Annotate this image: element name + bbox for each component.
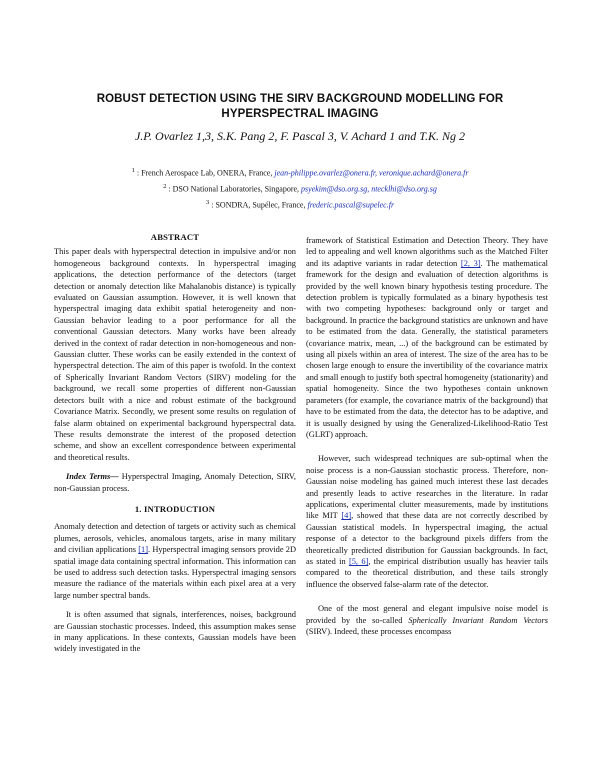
citation-2-3[interactable]: [2, 3] (460, 258, 481, 268)
intro-paragraph-1 (54, 521, 296, 601)
citation-1[interactable]: [1] (138, 545, 149, 555)
left-column (54, 232, 296, 655)
right-p2-text-a: However, such widespread techniques are sub-optimal when the noise process is a non-Gaussian stochastic process. Therefore, non-Gaussian noise modeling has gained much interest these last decades and presently leads to active researches in the literature. In radar applications, experimental clutter measurements, made by institutions like MIT (306, 454, 548, 521)
right-p1-text-b: . The mathematical framework for the design and evaluation of detection algorithms is provided by the well known binary hypothesis testing procedure. The detection problem is typically formulated as a binary hypothesis test with two competing hypotheses: background only or target and background. In practice the background statistics are unknown and have to be estimated from the data. Generally, the statistical parameters (covariance matrix, mean, ...) of the background can be estimated by using all pixels within an area of interest. The size of the area has to be chosen large enough to ensure the invertibility of the covariance matrix and small enough to justify both spectral homogeneity (stationarity) and spatial homogeneity. Since the two hypotheses contain unknown parameters (for example, the covariance matrix of the background) that have to be estimated from the data, the detector has to be adaptive, and it is usually designed by using the Generalized-Likelihood-Ratio Test (GLRT) approach. (306, 258, 549, 439)
author-list: J.P. Ovarlez 1,3, S.K. Pang 2, F. Pascal 3, V. Achard 1 and T.K. Ng 2 (134, 129, 466, 143)
right-p1-text-a: framework of Statistical Estimation and Detection Theory. They have led to appealing and well known algorithms such as the Matched Filter and its adaptive variants in radar detection (306, 236, 548, 268)
affiliation-1-text: : French Aerospace Lab, ONERA, France, (136, 168, 273, 178)
affiliation-1-marker: 1 (131, 167, 135, 174)
index-terms (54, 471, 296, 494)
paper-title (60, 92, 540, 122)
right-p3-text-a: One of the most general and elegant impulsive noise model is provided by the so-called (306, 604, 548, 625)
spacer (54, 463, 296, 471)
abstract-body: This paper deals with hyperspectral detection in impulsive and/or non homogeneous background contexts. In hyperspectral imaging applications, the detection performance of the detectors (target detection or anomaly detection like Mahalanobis distance) is typically evaluated on Gaussian assumption. However, it is well known that hyperspectral imaging data exhibit spatial heterogeneity and non-Gaussian behavior leading to a poor performance for all the conventional Gaussian detectors. Many works have been already derived in the context of radar detection in non-homogeneous and non-Gaussian clutter. These works can be easily extended in the context of hyperspectral detection. The aim of this paper is twofold. In the context of Spherically Invariant Random Vectors (SIRV) modeling for the background, we recall some properties of different non-Gaussian detectors built with a nice and robust estimate of the background Covariance Matrix. Secondly, we present some results on regulation of false alarm obtained on experimental background hyperspectral data. These results demonstrate the interest of the proposed detection scheme, and show an excellent correspondence between experimental and theoretical results. (54, 247, 296, 462)
sirv-term: Spherically Invariant Random Vectors (408, 615, 548, 625)
affiliation-2-emails[interactable]: psyekim@dso.org.sg, ntecklhi@dso.org.sg (301, 184, 437, 194)
right-column (306, 235, 548, 637)
spacer (306, 440, 548, 453)
title-line-2: HYPERSPECTRAL IMAGING (221, 108, 379, 120)
affiliation-1 (40, 165, 560, 177)
right-p2-text-b: , showed that these data are not correctly described by Gaussian statistical models. In hyperspectral imaging, the actual response of a detector to the background pixels differs from the theoretically predicted distribution for Gaussian backgrounds. In fact, as stated in (306, 511, 548, 566)
affiliation-1-emails[interactable]: jean-philippe.ovarlez@onera.fr, veronique.achard@onera.fr (274, 168, 469, 178)
title-line-1: ROBUST DETECTION USING THE SIRV BACKGROUND MODELLING FOR (96, 93, 504, 105)
index-terms-label: Index Terms— (66, 472, 119, 482)
affiliation-3-marker: 3 (205, 199, 210, 206)
affiliations (40, 165, 560, 213)
citation-4[interactable]: [4] (341, 511, 352, 521)
right-p3-text-b: (SIRV). Indeed, these processes encompass (306, 627, 452, 636)
right-paragraph-1 (306, 235, 548, 440)
spacer (306, 590, 548, 603)
intro-paragraph-2: It is often assumed that signals, interferences, noises, background are Gaussian stochastic processes. Indeed, this assumption makes sense in many applications. In these contexts, Gaussian models have been widely investigated in the (54, 610, 296, 654)
right-paragraph-3 (306, 603, 548, 637)
affiliation-3-text: : SONDRA, Supélec, France, (211, 200, 306, 210)
right-p2-text-c: , the empirical distribution usually has heavier tails compared to the theoretical distribution, and these tails strongly influence the observed false-alarm rate of the detector. (306, 556, 548, 589)
affiliation-3-emails[interactable]: frederic.pascal@supelec.fr (307, 200, 395, 210)
right-paragraph-2 (306, 453, 548, 590)
abstract-heading: ABSTRACT (150, 232, 200, 242)
affiliation-2 (40, 181, 560, 193)
introduction-heading: 1. INTRODUCTION (134, 503, 216, 514)
intro-p1-text-a: Anomaly detection and detection of targets or activity such as chemical plumes, aerosols, vehicles, anomalous targets, arise in many military and civilian applications (54, 522, 296, 555)
affiliation-2-marker: 2 (163, 183, 167, 190)
affiliation-2-text: : DSO National Laboratories, Singapore, (168, 184, 300, 194)
citation-5-6[interactable]: [5, 6] (348, 556, 369, 566)
intro-p1-text-b: . Hyperspectral imaging sensors provide 2D spatial image data containing spectral information. This information can be used to address such detection tasks. Hyperspectral imaging sensors measure the radiance of the materials within each pixel area at a very large number spectral bands. (54, 545, 296, 600)
affiliation-3 (40, 197, 560, 209)
index-terms-text: Hyperspectral Imaging, Anomaly Detection, SIRV, non-Gaussian process. (54, 472, 296, 493)
spacer (54, 601, 296, 609)
